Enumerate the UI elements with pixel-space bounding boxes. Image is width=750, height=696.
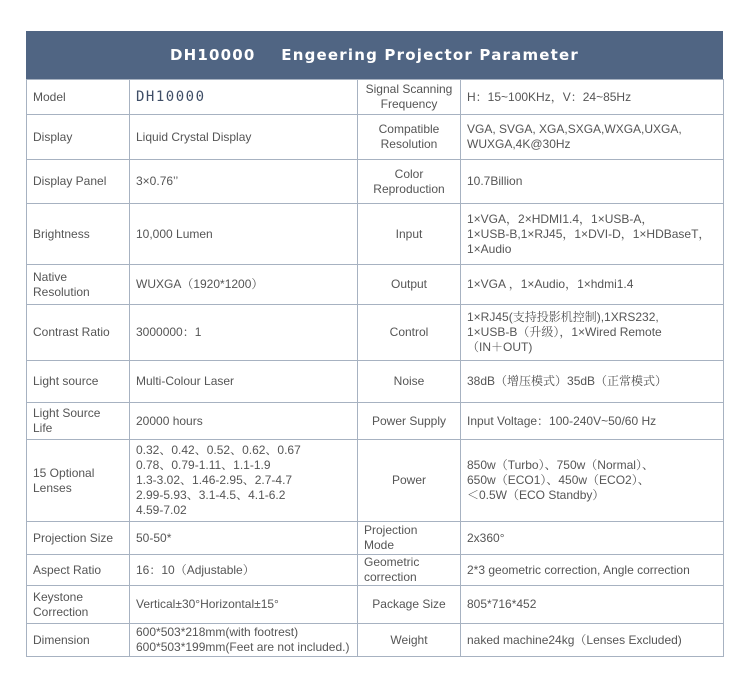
row-value-color-reproduction: 10.7Billion <box>461 160 724 204</box>
row-value-projection-mode: 2x360° <box>461 522 724 555</box>
row-value-optional-lenses: 0.32、0.42、0.52、0.62、0.67 0.78、0.79-1.11、1.1-1.9 1.3-3.02、1.46-2.95、2.7-4.7 2.99-5.93、3.1-4.5、4.1-6.2 4.59-7.02 <box>130 440 358 522</box>
row-label-signal-scanning: Signal Scanning Frequency <box>358 80 461 115</box>
table-row <box>27 361 724 403</box>
table-row <box>27 586 724 624</box>
table-row <box>27 204 724 265</box>
row-label-package-size: Package Size <box>358 586 461 624</box>
row-label-keystone-correction: Keystone Correction <box>27 586 130 624</box>
row-value-power-supply: Input Voltage：100-240V~50/60 Hz <box>461 403 724 440</box>
table-row <box>27 522 724 555</box>
row-label-display: Display <box>27 115 130 160</box>
spec-sheet <box>26 31 723 657</box>
row-value-contrast-ratio: 3000000：1 <box>130 305 358 361</box>
row-value-power: 850w（Turbo）、750w（Normal）、 650w（ECO1）、450w（ECO2）、 ＜0.5W（ECO Standby） <box>461 440 724 522</box>
row-label-projection-size: Projection Size <box>27 522 130 555</box>
row-label-projection-mode: Projection Mode <box>358 522 461 555</box>
row-value-output: 1×VGA ，1×Audio，1×hdmi1.4 <box>461 265 724 305</box>
row-value-input: 1×VGA，2×HDMI1.4，1×USB-A， 1×USB-B,1×RJ45，1×DVI-D，1×HDBaseT， 1×Audio <box>461 204 724 265</box>
table-row <box>27 265 724 305</box>
row-value-package-size: 805*716*452 <box>461 586 724 624</box>
table-row <box>27 403 724 440</box>
row-label-model: Model <box>27 80 130 115</box>
row-label-light-source: Light source <box>27 361 130 403</box>
row-value-geometric-correction: 2*3 geometric correction, Angle correction <box>461 555 724 586</box>
table-row <box>27 440 724 522</box>
row-label-power-supply: Power Supply <box>358 403 461 440</box>
row-label-power: Power <box>358 440 461 522</box>
row-label-control: Control <box>358 305 461 361</box>
row-value-aspect-ratio: 16：10（Adjustable） <box>130 555 358 586</box>
row-value-brightness: 10,000 Lumen <box>130 204 358 265</box>
row-label-geometric-correction: Geometric correction <box>358 555 461 586</box>
row-label-aspect-ratio: Aspect Ratio <box>27 555 130 586</box>
row-value-light-source: Multi-Colour Laser <box>130 361 358 403</box>
row-label-noise: Noise <box>358 361 461 403</box>
row-value-model: DH10000 <box>130 80 358 115</box>
row-value-display-panel: 3×0.76’’ <box>130 160 358 204</box>
table-row <box>27 305 724 361</box>
table-row <box>27 624 724 657</box>
table-row <box>27 80 724 115</box>
table-row <box>27 160 724 204</box>
row-label-weight: Weight <box>358 624 461 657</box>
row-value-dimension: 600*503*218mm(with footrest) 600*503*199mm(Feet are not included.) <box>130 624 358 657</box>
row-value-noise: 38dB（增压模式）35dB（正常模式） <box>461 361 724 403</box>
row-label-output: Output <box>358 265 461 305</box>
row-label-optional-lenses: 15 Optional Lenses <box>27 440 130 522</box>
row-label-brightness: Brightness <box>27 204 130 265</box>
row-value-display: Liquid Crystal Display <box>130 115 358 160</box>
row-value-control: 1×RJ45(支持投影机控制),1XRS232, 1×USB-B（升级），1×Wired Remote （IN＋OUT) <box>461 305 724 361</box>
row-label-compatible-resolution: Compatible Resolution <box>358 115 461 160</box>
table-title: DH10000 Engeering Projector Parameter <box>26 31 723 79</box>
row-label-display-panel: Display Panel <box>27 160 130 204</box>
table-row <box>27 115 724 160</box>
row-value-signal-scanning: H：15~100KHz，V：24~85Hz <box>461 80 724 115</box>
row-label-dimension: Dimension <box>27 624 130 657</box>
row-value-native-resolution: WUXGA（1920*1200） <box>130 265 358 305</box>
row-label-light-source-life: Light Source Life <box>27 403 130 440</box>
row-value-projection-size: 50-50* <box>130 522 358 555</box>
table-row <box>27 555 724 586</box>
parameter-table <box>26 79 724 657</box>
row-label-contrast-ratio: Contrast Ratio <box>27 305 130 361</box>
row-value-light-source-life: 20000 hours <box>130 403 358 440</box>
row-value-keystone-correction: Vertical±30°Horizontal±15° <box>130 586 358 624</box>
row-label-input: Input <box>358 204 461 265</box>
row-value-weight: naked machine24kg（Lenses Excluded) <box>461 624 724 657</box>
row-label-color-reproduction: Color Reproduction <box>358 160 461 204</box>
row-label-native-resolution: Native Resolution <box>27 265 130 305</box>
row-value-compatible-resolution: VGA, SVGA, XGA,SXGA,WXGA,UXGA, WUXGA,4K@30Hz <box>461 115 724 160</box>
